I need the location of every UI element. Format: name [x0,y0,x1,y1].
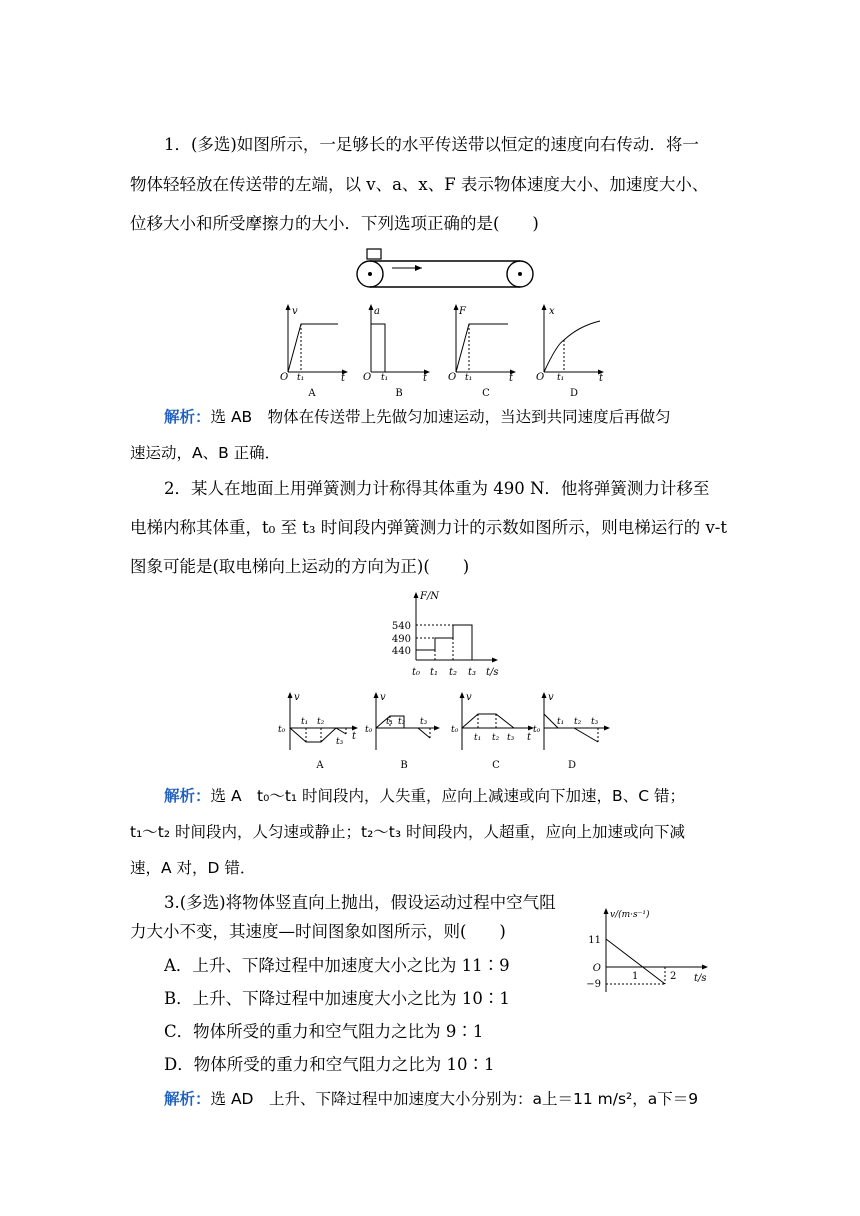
q1-solution-line-2: 速运动，A、B 正确． [130,444,281,462]
tick-t1: t₁ [430,667,439,678]
conveyor-belt-figure [350,246,540,294]
q2-line-3: 图象可能是(取电梯向上运动的方向为正)( ) [130,557,470,576]
option-label: B [395,388,403,399]
t3-label: t₃ [591,717,599,727]
q3-option-a: A．上升、下降过程中加速度大小之比为 11∶9 [164,956,510,975]
t-label: t [352,731,357,742]
option-label: C [492,760,500,771]
option-label: A [316,760,324,771]
v-label: v [548,692,554,703]
q2-line-1: 2．某人在地面上用弹簧测力计称得其体重为 490 N．他将弹簧测力计移至 [164,479,710,498]
t1-label: t₁ [381,373,389,383]
t1-label: t₁ [557,717,565,727]
tick-11: 11 [588,935,601,946]
solution-heading: 解析： [164,787,211,805]
y-axis-label: v/(m·s⁻¹) [610,910,650,920]
x-axis-label: t/s [486,667,499,678]
q3-solution-line-1 [164,1087,698,1111]
t-axis-label: t [423,373,428,384]
q1-graph-d [534,302,614,398]
t1-label: t₁ [386,717,394,727]
q3-line-2: 力大小不变，其速度—时间图象如图所示，则( ) [130,922,506,941]
q2-graph-d [533,690,616,772]
q2-line-2: 电梯内称其体重，t₀ 至 t₃ 时间段内弹簧测力计的示数如图所示，则电梯运行的 v-t [130,518,727,537]
y-axis-label: F [459,306,466,317]
t1-label: t₁ [297,373,305,383]
solution-text: 选 AD 上升、下降过程中加速度大小分别为：a上＝11 m/s²，a下＝9 [210,1090,699,1108]
origin-label: O [363,372,372,383]
t3-label: t₃ [420,717,428,727]
q1-line-1: 1．(多选)如图所示，一足够长的水平传送带以恒定的速度向右传动．将一 [164,135,699,154]
option-label: D [569,388,579,399]
q2-graph-b [366,690,446,772]
option-label: A [308,388,316,399]
t0-label: t₀ [451,725,459,735]
tick-t3: t₃ [468,667,477,678]
solution-text: 选 A t₀～t₁ 时间段内，人失重，应向上减速或向下加速，B、C 错； [210,787,685,805]
q1-line-3: 位移大小和所受摩擦力的大小．下列选项正确的是( ) [130,214,539,233]
option-label: B [400,760,408,771]
t1-label: t₁ [301,717,309,727]
q3-option-d: D．物体所受的重力和空气阻力之比为 10∶1 [164,1055,495,1074]
q1-graph-a [272,302,352,398]
option-label: D [567,760,577,771]
t3-label: t₃ [507,733,515,743]
t2-label: t₂ [492,733,500,743]
t0-label: t₀ [533,725,541,735]
t-axis-label: t [509,373,514,384]
t-axis-label: t [599,373,604,384]
v-label: v [294,692,300,703]
t3-label: t₃ [336,737,344,747]
q1-solution-line-1 [164,405,671,429]
origin-label: O [592,963,601,974]
x-axis-label: t/s [694,973,707,984]
solution-text: 选 AB 物体在传送带上先做匀加速运动，当达到共同速度后再做匀 [210,408,671,426]
tick-490: 490 [391,634,411,645]
t2-label: t₂ [398,717,406,727]
q2-force-time-figure [382,588,512,684]
y-axis-label: v [292,306,298,317]
origin-label: O [280,372,289,383]
tick-440: 440 [391,646,411,657]
y-axis-label: x [549,306,555,317]
t-axis-label: t [341,373,346,384]
q3-option-c: C．物体所受的重力和空气阻力之比为 9∶1 [164,1022,484,1041]
q1-graph-c [446,302,526,398]
t-label: t [527,732,532,743]
q2-solution-line-2: t₁～t₂ 时间段内，人匀速或静止；t₂～t₃ 时间段内，人超重，应向上加速或向下减 [130,823,686,841]
origin-label: O [448,372,457,383]
q1-line-2: 物体轻轻放在传送带的左端，以 v、a、x、F 表示物体速度大小、加速度大小、 [130,175,709,194]
t1-label: t₁ [465,373,473,383]
q2-solution-line-1 [164,784,685,808]
tick-2: 2 [670,971,677,982]
t2-label: t₂ [317,717,325,727]
solution-heading: 解析： [164,1090,211,1108]
y-axis-label: F/N [420,591,440,602]
q2-graph-a [276,690,364,772]
q3-option-b: B．上升、下降过程中加速度大小之比为 10∶1 [164,989,510,1008]
tick-540: 540 [391,621,411,632]
origin-label: O [536,372,545,383]
q3-velocity-time-figure [586,904,726,994]
t2-label: t₂ [574,717,582,727]
q1-graph-b [362,302,442,398]
q2-solution-line-3: 速，A 对，D 错． [130,859,256,877]
tick-t2: t₂ [449,667,458,678]
tick-1: 1 [632,971,639,982]
q2-graph-c [452,690,540,772]
v-label: v [380,692,386,703]
t0-label: t₀ [278,725,286,735]
t0-label: t₀ [365,725,373,735]
tick-t0: t₀ [412,667,421,678]
option-label: C [482,388,490,399]
t1-label: t₁ [474,733,482,743]
tick-minus-9: −9 [586,979,601,990]
solution-heading: 解析： [164,408,211,426]
v-label: v [466,692,472,703]
t1-label: t₁ [557,373,565,383]
q3-line-1: 3.(多选)将物体竖直向上抛出，假设运动过程中空气阻 [164,893,556,912]
y-axis-label: a [374,306,380,317]
